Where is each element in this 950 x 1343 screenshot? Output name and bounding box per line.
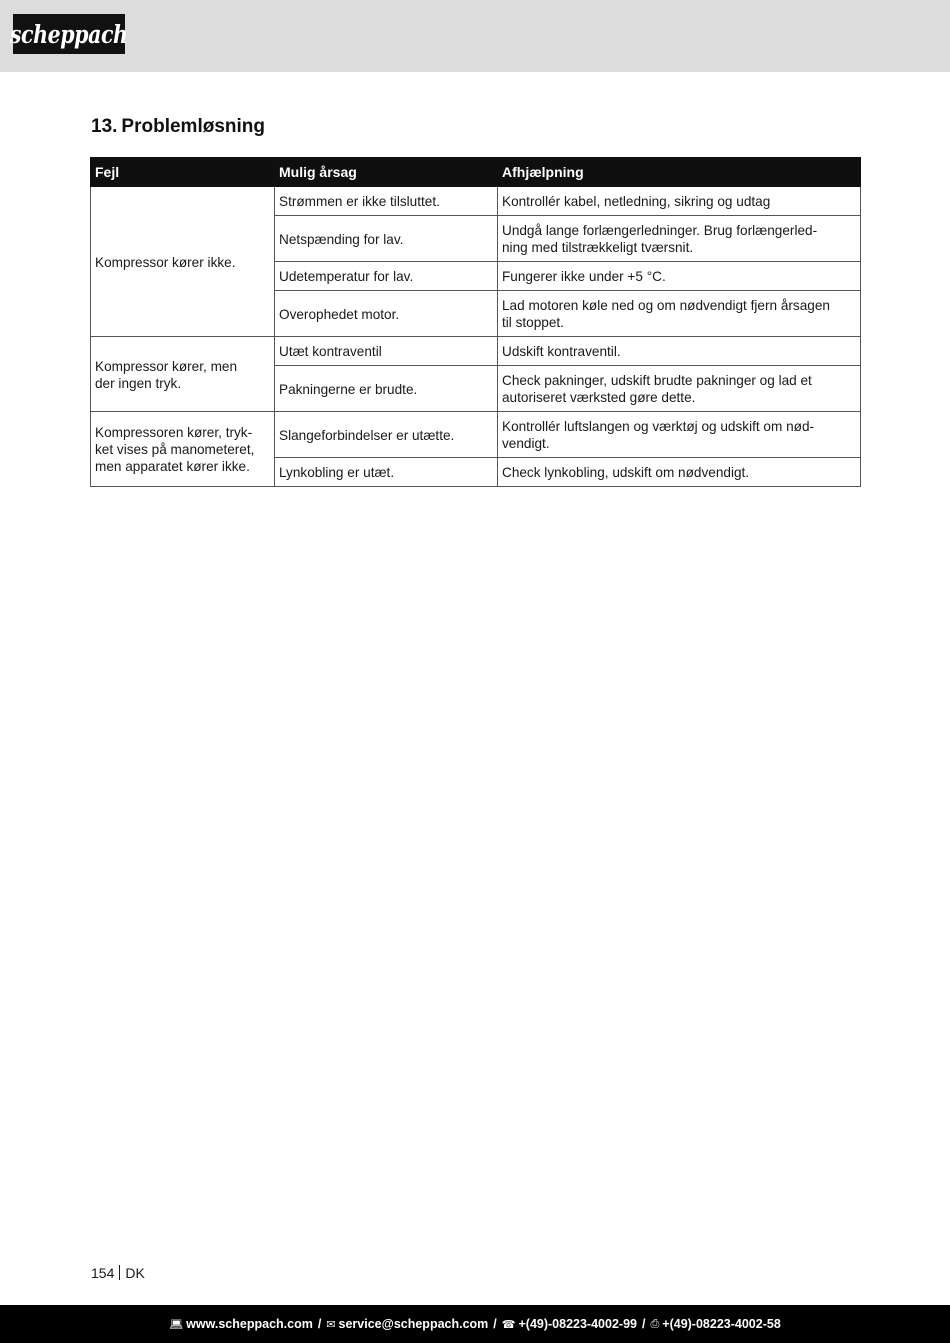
remedy-cell: Fungerer ikke under +5 °C. [498,262,861,291]
remedy-cell: Lad motoren køle ned og om nødvendigt fjern årsagen til stoppet. [498,291,861,337]
footer-separator: / [317,1317,322,1331]
remedy-cell: Kontrollér kabel, netledning, sikring og udtag [498,187,861,216]
column-header-fault: Fejl [91,158,275,187]
website-link[interactable]: www.scheppach.com [186,1317,313,1331]
remedy-cell: Kontrollér luftslangen og værktøj og udskift om nød- vendigt. [498,412,861,458]
envelope-icon: ✉︎ [326,1317,336,1331]
fax-number: +(49)-08223-4002-58 [662,1317,781,1331]
fault-cell: Kompressor kører ikke. [91,187,275,337]
fault-cell: Kompressor kører, men der ingen tryk. [91,337,275,412]
cause-cell: Lynkobling er utæt. [275,458,498,487]
table-header-row [91,158,861,187]
cause-cell: Udetemperatur for lav. [275,262,498,291]
phone-number: +(49)-08223-4002-99 [518,1317,637,1331]
remedy-cell: Check lynkobling, udskift om nødvendigt. [498,458,861,487]
footer-separator: / [641,1317,646,1331]
troubleshooting-table [90,157,861,487]
cause-cell: Overophedet motor. [275,291,498,337]
cause-cell: Strømmen er ikke tilsluttet. [275,187,498,216]
column-header-cause: Mulig årsag [275,158,498,187]
computer-icon: 💻︎ [169,1317,184,1331]
footer-bar [0,1305,950,1343]
page-language: DK [125,1265,145,1281]
remedy-cell: Udskift kontraventil. [498,337,861,366]
logo-text: scheppach [10,19,128,49]
scheppach-logo [10,14,128,54]
section-title-text: Problemløsning [121,116,265,137]
section-title [91,116,265,138]
cause-cell: Slangeforbindelser er utætte. [275,412,498,458]
footer-separator: / [493,1317,497,1331]
page-number [91,1265,145,1281]
cause-cell: Netspænding for lav. [275,216,498,262]
table-row [91,187,861,216]
fault-cell: Kompressoren kører, tryk- ket vises på manometeret, men apparatet kører ikke. [91,412,275,487]
cause-cell: Pakningerne er brudte. [275,366,498,412]
page-number-value: 154 [91,1265,115,1281]
column-header-remedy: Afhjælpning [498,158,861,187]
section-number: 13. [91,116,118,137]
telephone-icon: ☎︎ [501,1317,516,1331]
cause-cell: Utæt kontraventil [275,337,498,366]
header-band [0,0,950,72]
fax-icon: ⎙ [650,1317,660,1330]
page-number-divider [119,1265,120,1280]
remedy-cell: Undgå lange forlængerledninger. Brug forlængerled- ning med tilstrækkeligt tværsnit. [498,216,861,262]
table-row [91,337,861,366]
email-link[interactable]: service@scheppach.com [338,1317,489,1331]
table-row [91,412,861,458]
remedy-cell: Check pakninger, udskift brudte pakninger og lad et autoriseret værksted gøre dette. [498,366,861,412]
